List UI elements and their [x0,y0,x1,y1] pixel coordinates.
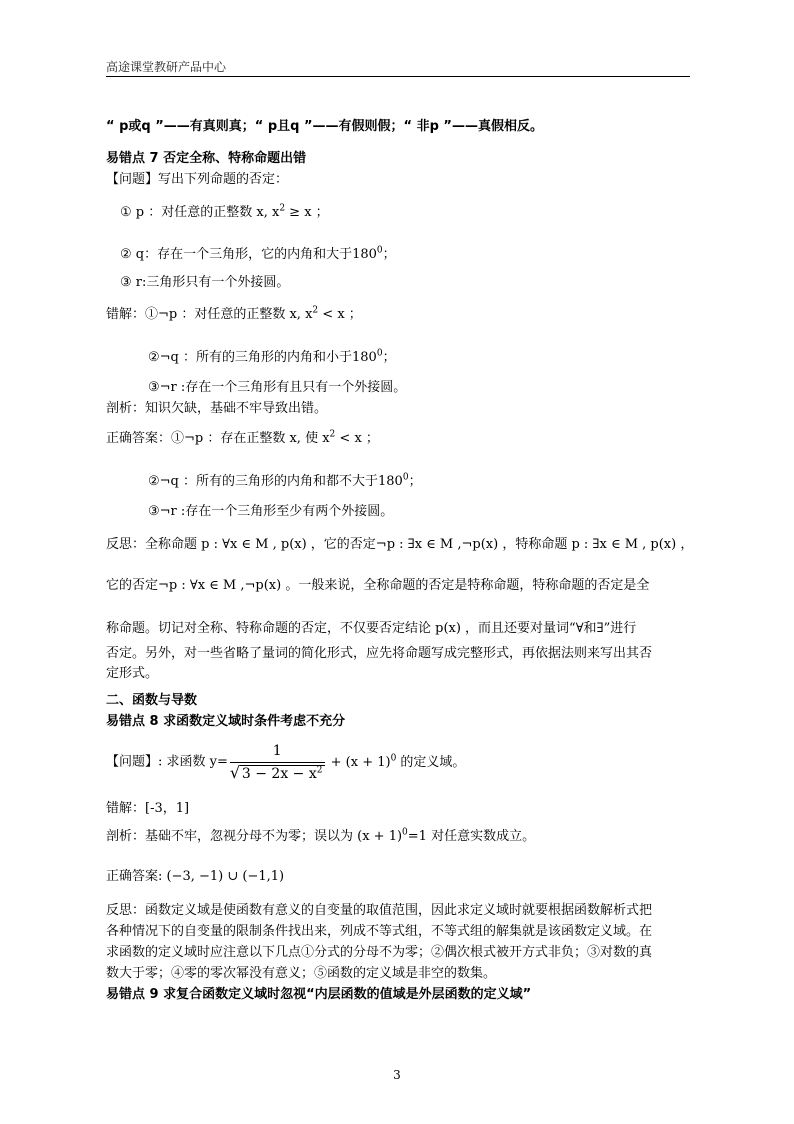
fraction-denominator [230,763,325,783]
reflection-domain-2: 各种情况下的自变量的限制条件找出来，列成不等式组，不等式组的解集就是该函数定义域。在 [106,924,653,939]
reflection-line-3: 称命题。切记对全称、特称命题的否定，不仅要否定结论 p(x) ，而且还要对量词“∀和∃”进行 [106,621,637,636]
analysis-domain-text: 剖析：基础不牢，忽视分母不为零；误以为 (x + 1) [106,829,403,844]
correct-answer-1-text: 正确答案：①¬p ：存在正整数 x, 使 x [106,431,330,446]
logic-summary: “ p或q ”——有真则真；“ p且q ”——有假则假；“ 非p ”——真假相反。 [106,119,543,134]
proposition-q-text: ② q：存在一个三角形，它的内角和大于180 [120,247,377,262]
proposition-p [120,204,329,222]
wrong-answer-2-text: ②¬q ：所有的三角形的内角和小于180 [148,350,377,365]
square-root [229,763,325,782]
analysis-domain [106,828,535,846]
reflection-domain-3: 求函数的定义域时应注意以下几点①分式的分母不为零；②偶次根式被开方式非负；③对数的真 [106,945,653,960]
problem-domain [106,742,465,783]
exponent: 0 [402,827,408,838]
exponent: 2 [312,305,319,316]
correct-answer-2 [148,473,422,491]
radical-icon: √ [229,763,241,782]
wrong-answer-1-tail: < x ； [318,307,362,322]
page-number: 3 [393,1068,401,1082]
proposition-q-tail: ； [382,247,396,262]
wrong-answer-1-text: 错解：①¬p ：对任意的正整数 x, x [106,307,313,322]
fraction-numerator: 1 [230,742,325,763]
correct-answer-2-text: ②¬q ：所有的三角形的内角和都不大于180 [148,474,403,489]
exponent: 0 [390,753,397,764]
fraction [230,742,325,783]
degree-sup: 0 [376,348,383,359]
reflection-domain-1: 反思：函数定义域是使函数有意义的自变量的取值范围，因此求定义域时就要根据函数解析式把 [106,903,653,918]
page-header-title: 高途课堂教研产品中心 [106,60,227,74]
exponent: 2 [329,429,336,440]
wrong-answer-domain: 错解：[-3，1] [106,801,190,816]
analysis-1: 剖析：知识欠缺，基础不牢导致出错。 [106,401,328,416]
radicand-text: 3 − 2x − x [241,766,317,782]
header-divider [106,76,690,77]
problem-label: 【问题】写出下列命题的否定： [106,172,289,187]
reflection-line-2: 它的否定¬p : ∀x ∈ M ,¬p(x) 。一般来说，全称命题的否定是特称命题，特称命题的否定是全 [106,578,650,593]
reflection-line-5: 定形式。 [106,666,159,681]
wrong-answer-3: ③¬r :存在一个三角形有且只有一个外接圆。 [148,380,407,395]
reflection-line-4: 否定。另外，对一些省略了量词的简化形式，应先将命题写成完整形式，再依据法则来写出其否 [106,646,653,661]
problem-domain-term-text: + (x + 1) [326,754,391,770]
reflection-line-1: 反思：全称命题 p : ∀x ∈ M , p(x) ，它的否定¬p : ∃x ∈ M ,¬p(x) ，特称命题 p : ∃x ∈ M , p(x) ， [106,537,694,552]
radicand [240,765,325,782]
error-point-8-heading: 易错点 8 求函数定义域时条件考虑不充分 [106,714,346,729]
reflection-domain-4: 数大于零；④零的零次幂没有意义；⑤函数的定义域是非空的数集。 [106,966,497,981]
proposition-p-tail: ≥ x ； [285,205,329,220]
error-point-7-heading: 易错点 7 否定全称、特称命题出错 [106,151,307,166]
correct-answer-1-tail: < x ； [335,431,379,446]
wrong-answer-2-tail: ； [382,350,396,365]
error-point-9-heading: 易错点 9 求复合函数定义域时忽视“内层函数的值域是外层函数的定义域” [106,987,532,1002]
proposition-q [120,246,396,264]
degree-sup: 0 [376,245,383,256]
proposition-p-text: ① p ：对任意的正整数 x, x [120,205,280,220]
proposition-r: ③ r:三角形只有一个外接圆。 [120,275,290,290]
exponent: 2 [316,765,323,776]
wrong-answer-2 [148,349,396,367]
correct-answer-2-tail: ； [408,474,422,489]
problem-domain-prefix: 【问题】: 求函数 y= [106,754,228,770]
correct-answer-domain: 正确答案: (−3, −1) ∪ (−1,1) [106,869,285,884]
correct-answer-3: ③¬r :存在一个三角形至少有两个外接圆。 [148,504,394,519]
problem-domain-suffix: 的定义域。 [396,754,466,770]
wrong-answer-1 [106,306,362,324]
exponent: 2 [279,203,286,214]
degree-sup: 0 [402,472,409,483]
problem-domain-term [327,755,466,770]
correct-answer-1 [106,430,379,448]
analysis-domain-tail: =1 对任意实数成立。 [407,829,536,844]
section-heading-functions: 二、函数与导数 [106,693,198,708]
